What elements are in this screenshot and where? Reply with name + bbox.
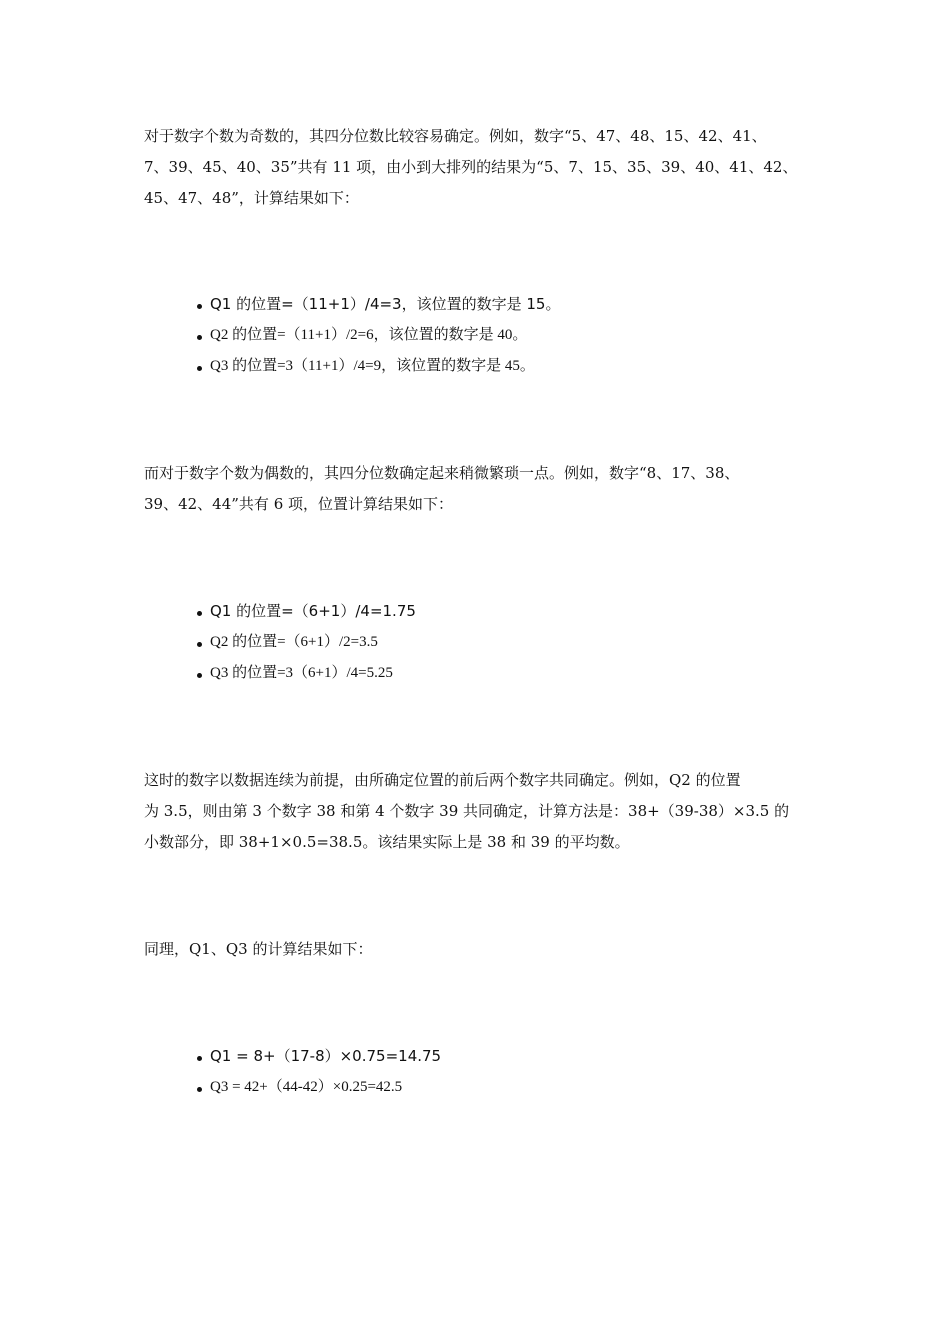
bullet-list-quartile-results bbox=[196, 1041, 441, 1103]
list-item bbox=[196, 627, 416, 658]
list-item-text: Q1 的位置=（6+1）/4=1.75 bbox=[210, 602, 416, 620]
paragraph-line: 为 3.5，则由第 3 个数字 38 和第 4 个数字 39 共同确定，计算方法是：38+（39-38）×3.5 的 bbox=[144, 802, 790, 820]
bullet-icon bbox=[197, 1087, 202, 1092]
bullet-icon bbox=[197, 673, 202, 678]
bullet-icon bbox=[197, 1056, 202, 1061]
list-item bbox=[196, 289, 560, 320]
paragraph-interpolation-explanation bbox=[144, 765, 810, 858]
bullet-icon bbox=[197, 304, 202, 309]
list-item-text: Q1 = 8+（17-8）×0.75=14.75 bbox=[210, 1047, 442, 1065]
bullet-list-even-positions bbox=[196, 596, 416, 689]
paragraph-line: 小数部分，即 38+1×0.5=38.5。该结果实际上是 38 和 39 的平均数。 bbox=[144, 833, 630, 851]
paragraph-line: 这时的数字以数据连续为前提，由所确定位置的前后两个数字共同确定。例如，Q2 的位置 bbox=[144, 771, 741, 789]
list-item bbox=[196, 1041, 441, 1072]
bullet-icon bbox=[197, 611, 202, 616]
list-item bbox=[196, 658, 416, 689]
list-item bbox=[196, 1072, 441, 1103]
paragraph-similarly bbox=[144, 934, 810, 965]
bullet-icon bbox=[197, 366, 202, 371]
paragraph-line: 同理，Q1、Q3 的计算结果如下： bbox=[144, 940, 373, 958]
list-item bbox=[196, 351, 560, 382]
bullet-list-odd-quartiles bbox=[196, 289, 560, 382]
paragraph-odd-count-intro bbox=[144, 121, 810, 214]
bullet-icon bbox=[197, 642, 202, 647]
list-item-text: Q1 的位置=（11+1）/4=3，该位置的数字是 15。 bbox=[210, 295, 561, 313]
list-item-text: Q2 的位置=（6+1）/2=3.5 bbox=[210, 634, 378, 650]
paragraph-even-count-intro bbox=[144, 458, 810, 520]
bullet-icon bbox=[197, 335, 202, 340]
paragraph-line: 7、39、45、40、35”共有 11 项，由小到大排列的结果为“5、7、15、35、39、40、41、42、 bbox=[144, 158, 798, 176]
list-item-text: Q3 的位置=3（11+1）/4=9，该位置的数字是 45。 bbox=[210, 358, 535, 374]
paragraph-line: 39、42、44”共有 6 项，位置计算结果如下： bbox=[144, 495, 454, 513]
list-item-text: Q3 = 42+（44-42）×0.25=42.5 bbox=[210, 1079, 403, 1095]
paragraph-line: 对于数字个数为奇数的，其四分位数比较容易确定。例如，数字“5、47、48、15、42、41、 bbox=[144, 127, 767, 145]
paragraph-line: 45、47、48”，计算结果如下： bbox=[144, 189, 359, 207]
list-item-text: Q3 的位置=3（6+1）/4=5.25 bbox=[210, 665, 393, 681]
list-item bbox=[196, 320, 560, 351]
list-item-text: Q2 的位置=（11+1）/2=6，该位置的数字是 40。 bbox=[210, 327, 528, 343]
paragraph-line: 而对于数字个数为偶数的，其四分位数确定起来稍微繁琐一点。例如，数字“8、17、38、 bbox=[144, 464, 740, 482]
list-item bbox=[196, 596, 416, 627]
